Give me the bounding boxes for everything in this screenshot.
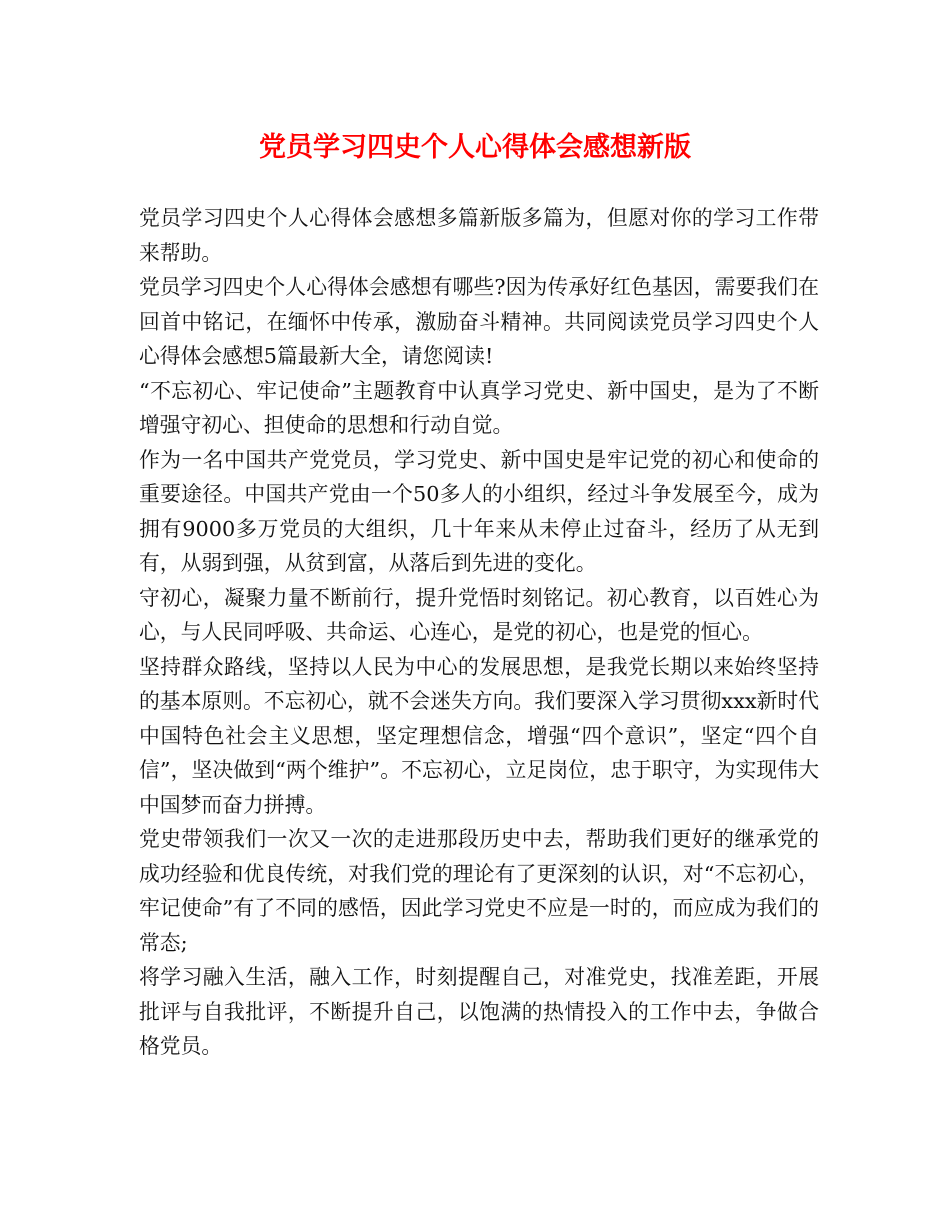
document-title: 党员学习四史个人心得体会感想新版 (259, 132, 691, 163)
paragraph-theme-education: “不忘初心、牢记使命”主题教育中认真学习党史、新中国史，是为了不断增强守初心、担使命的思想和行动自觉。 (139, 378, 819, 437)
paragraph-intro: 党员学习四史个人心得体会感想多篇新版多篇为，但愿对你的学习工作带来帮助。 (139, 206, 819, 265)
document-body (139, 201, 819, 1064)
paragraph-history-guidance: 党史带领我们一次又一次的走进那段历史中去，帮助我们更好的继承党的成功经验和优良传统，对我们党的理论有了更深刻的认识，对“不忘初心，牢记使命”有了不同的感悟，因此学习党史不应是一时的，而应成为我们的常态; (139, 827, 819, 955)
paragraph-mass-line: 坚持群众路线，坚持以人民为中心的发展思想，是我党长期以来始终坚持的基本原则。不忘初心，就不会迷失方向。我们要深入学习贯彻xxx新时代中国特色社会主义思想，坚定理想信念，增强“四个意识”，坚定“四个自信”，坚决做到“两个维护”。不忘初心，立足岗位，忠于职守，为实现伟大中国梦而奋力拼搏。 (139, 654, 819, 817)
paragraph-question: 党员学习四史个人心得体会感想有哪些?因为传承好红色基因，需要我们在回首中铭记，在缅怀中传承，激励奋斗精神。共同阅读党员学习四史个人心得体会感想5篇最新大全，请您阅读! (139, 275, 819, 368)
paragraph-conclusion: 将学习融入生活，融入工作，时刻提醒自己，对准党史，找准差距，开展批评与自我批评，不断提升自己，以饱满的热情投入的工作中去，争做合格党员。 (139, 965, 819, 1058)
paragraph-party-history: 作为一名中国共产党党员，学习党史、新中国史是牢记党的初心和使命的重要途径。中国共产党由一个50多人的小组织，经过斗争发展至今，成为拥有9000多万党员的大组织，几十年来从未停止过奋斗，经历了从无到有，从弱到强，从贫到富，从落后到先进的变化。 (139, 447, 819, 575)
paragraph-original-aspiration: 守初心，凝聚力量不断前行，提升党悟时刻铭记。初心教育，以百姓心为心，与人民同呼吸、共命运、心连心，是党的初心，也是党的恒心。 (139, 585, 819, 644)
